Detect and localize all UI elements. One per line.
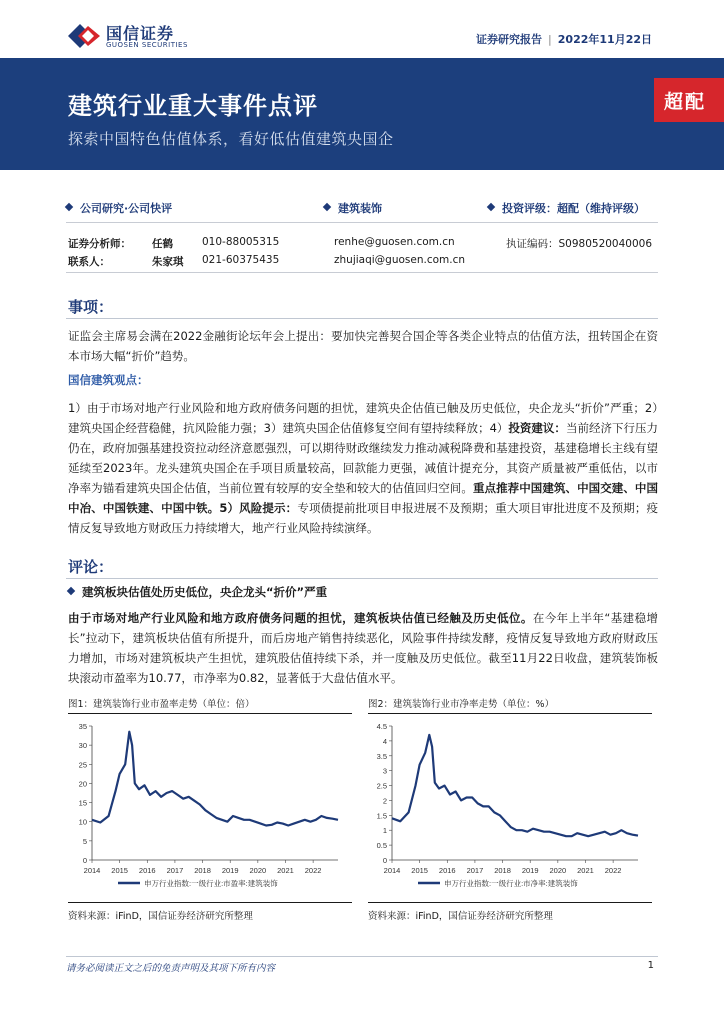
- y-tick-label: 3.5: [376, 751, 387, 761]
- y-tick-label: 35: [78, 722, 87, 731]
- analyst-email[interactable]: renhe@guosen.com.cn: [334, 236, 455, 248]
- x-tick-label: 2018: [494, 866, 511, 875]
- x-tick-label: 2019: [221, 866, 239, 875]
- x-tick-label: 2018: [194, 866, 211, 875]
- x-tick-label: 2021: [277, 866, 294, 875]
- figure-2-source: 资料来源：iFinD，国信证券经济研究所整理: [368, 911, 553, 922]
- views-text-a: 1）由于市场对地产行业风险和地方政府债务问题的担忧，建筑央企估值已触及历史低位，央企龙头“折价”严重；2）建筑央国企经营稳健，抗风险能力强；3）建筑央国企估值修复空间有望持续释放；4）: [68, 401, 658, 435]
- comment-bullet: [68, 584, 327, 600]
- y-tick-label: 20: [78, 779, 87, 789]
- comment-text-bold: 由于市场对地产行业风险和地方政府债务问题的担忧，建筑板块估值已经触及历史低位。: [68, 611, 533, 625]
- company-logo: [66, 20, 216, 52]
- figure-2-title: 图2：建筑装饰行业市净率走势（单位：%）: [368, 699, 555, 710]
- footer-disclaimer: 请务必阅读正文之后的免责声明及其项下所有内容: [66, 963, 276, 974]
- y-tick-label: 10: [78, 817, 87, 827]
- x-tick-label: 2017: [166, 866, 184, 875]
- rating-badge: 超配: [654, 78, 724, 122]
- x-tick-label: 2015: [411, 866, 428, 875]
- category-industry-label: 建筑装饰: [338, 202, 382, 215]
- category-research-label: 公司研究·公司快评: [80, 202, 173, 215]
- diamond-bullet-icon: [65, 203, 73, 211]
- analyst-role: 证券分析师：: [68, 238, 131, 250]
- comment-bullet-text: 建筑板块估值处历史低位，央企龙头“折价”严重: [82, 585, 328, 599]
- x-tick-label: 2017: [466, 866, 484, 875]
- report-meta: [476, 31, 652, 47]
- logo-text-cn: 国信证券: [106, 24, 175, 43]
- analyst-name: 任鹤: [152, 238, 173, 250]
- y-tick-label: 2: [382, 796, 387, 806]
- analyst-phone: 010-88005315: [202, 236, 280, 248]
- y-tick-label: 15: [78, 798, 87, 808]
- y-tick-label: 0: [82, 856, 87, 865]
- x-tick-label: 2019: [521, 866, 539, 875]
- series-line: [92, 732, 338, 826]
- analyst-cert: 执证编码：S0980520040006: [506, 238, 653, 250]
- event-paragraph: 证监会主席易会满在2022金融街论坛年会上提出：要加快完善契合国企等各类企业特点的估值方法，扭转国企在资本市场大幅“折价”趋势。: [68, 329, 658, 363]
- y-tick-label: 30: [78, 741, 87, 751]
- diamond-bullet-icon: [487, 203, 495, 211]
- figure-1-title: 图1：建筑装饰行业市盈率走势（单位：倍）: [68, 699, 255, 710]
- logo-text-en: GUOSEN SECURITIES: [106, 41, 188, 49]
- x-tick-label: 2020: [549, 866, 567, 875]
- divider: [66, 956, 658, 957]
- meta-separator: |: [548, 33, 552, 46]
- y-tick-label: 5: [82, 836, 87, 846]
- y-tick-label: 25: [78, 760, 87, 770]
- y-tick-label: 2.5: [376, 781, 387, 791]
- category-industry: [324, 200, 382, 216]
- x-tick-label: 2014: [83, 866, 101, 875]
- x-tick-label: 2021: [577, 866, 594, 875]
- divider: [68, 902, 352, 903]
- y-tick-label: 4: [382, 736, 387, 746]
- views-heading: 国信建筑观点：: [68, 373, 149, 387]
- x-tick-label: 2015: [111, 866, 128, 875]
- contact-role: 联系人：: [68, 256, 110, 268]
- views-paragraph: [68, 398, 658, 538]
- y-tick-label: 0: [382, 856, 387, 865]
- x-tick-label: 2014: [383, 866, 401, 875]
- x-tick-label: 2022: [604, 866, 622, 875]
- comment-text-rest: 在今年上半年“基建稳增长”拉动下，建筑板块估值有所提升，而后房地产销售持续恶化，风险事件持续发酵，疫情反复导致地方政府财政压力增加，市场对建筑板块产生担忧，建筑股估值持续下杀，并一度触及历史低位。截至11月22日收盘，建筑装饰板块滚动市盈率为10.77，市净率为0.82，显著低于大盘估值水平。: [68, 611, 658, 685]
- figure-1-source: 资料来源：iFinD，国信证券经济研究所整理: [68, 911, 253, 922]
- page-number: 1: [647, 960, 654, 971]
- x-tick-label: 2016: [138, 866, 156, 875]
- series-line: [392, 735, 638, 836]
- divider: [66, 318, 658, 319]
- logo-mark-icon: [66, 20, 102, 52]
- views-text-c: 当前经济下行压力仍在，政府加强基建投资拉动经济意愿强烈，可以期待财政继续发力推动减税降费和基建投资，基建稳增长主线有望延续至2023年。龙头建筑央国企在手项目质量较高，回款能力更强，减值计提充分，其资产质量被严重低估，以市净率为锚看建筑央国企估值，当前位置有较厚的安全垫和较大的估值回归空间。: [68, 421, 659, 495]
- divider: [368, 902, 652, 903]
- contact-name: 朱家琪: [152, 256, 184, 268]
- divider: [368, 713, 652, 714]
- figure-1-chart: [68, 720, 352, 898]
- report-subtitle: 探索中国特色估值体系，看好低估值建筑央国企: [68, 130, 394, 148]
- category-row: [66, 198, 658, 218]
- y-tick-label: 3: [382, 766, 387, 776]
- divider: [66, 272, 658, 273]
- divider: [66, 578, 658, 579]
- category-rating-label: 投资评级：超配（维持评级）: [502, 202, 645, 215]
- y-tick-label: 4.5: [376, 722, 387, 731]
- x-tick-label: 2016: [438, 866, 456, 875]
- event-section-title: 事项：: [68, 298, 114, 316]
- figure-2: [368, 696, 652, 922]
- diamond-bullet-icon: [67, 587, 75, 595]
- title-banner: [0, 58, 724, 170]
- category-research: [66, 200, 172, 216]
- x-tick-label: 2022: [304, 866, 322, 875]
- views-text-b: 投资建议：: [508, 421, 566, 435]
- legend-label: 申万行业指数:一级行业:市净率:建筑装饰: [444, 879, 578, 888]
- divider: [66, 222, 658, 223]
- x-tick-label: 2020: [249, 866, 267, 875]
- contact-phone: 021-60375435: [202, 254, 280, 266]
- category-rating: [488, 200, 645, 216]
- report-title: 建筑行业重大事件点评: [68, 92, 318, 120]
- top-header: [0, 0, 724, 58]
- diamond-bullet-icon: [323, 203, 331, 211]
- comment-paragraph: [68, 608, 658, 688]
- y-tick-label: 1.5: [376, 811, 387, 821]
- views-text-e: 专项债提前批项目申报进展不及预期；重大项目审批进度不及预期；疫情反复导致地方财政压力持续增大，地产行业风险持续演绎。: [68, 501, 659, 535]
- figure-1: [68, 696, 352, 922]
- contact-email[interactable]: zhujiaqi@guosen.com.cn: [334, 254, 466, 266]
- comment-section-title: 评论：: [68, 558, 114, 576]
- y-tick-label: 0.5: [376, 841, 387, 851]
- y-tick-label: 1: [382, 826, 387, 836]
- figure-2-chart: [368, 720, 652, 898]
- divider: [68, 713, 352, 714]
- views-text-d: 重点推荐中国建筑、中国交建、中国中冶、中国铁建、中国中铁。5）风险提示：: [68, 481, 659, 515]
- report-type: 证券研究报告: [476, 33, 543, 46]
- legend-label: 申万行业指数:一级行业:市盈率:建筑装饰: [144, 879, 278, 888]
- report-date: 2022年11月22日: [557, 33, 652, 46]
